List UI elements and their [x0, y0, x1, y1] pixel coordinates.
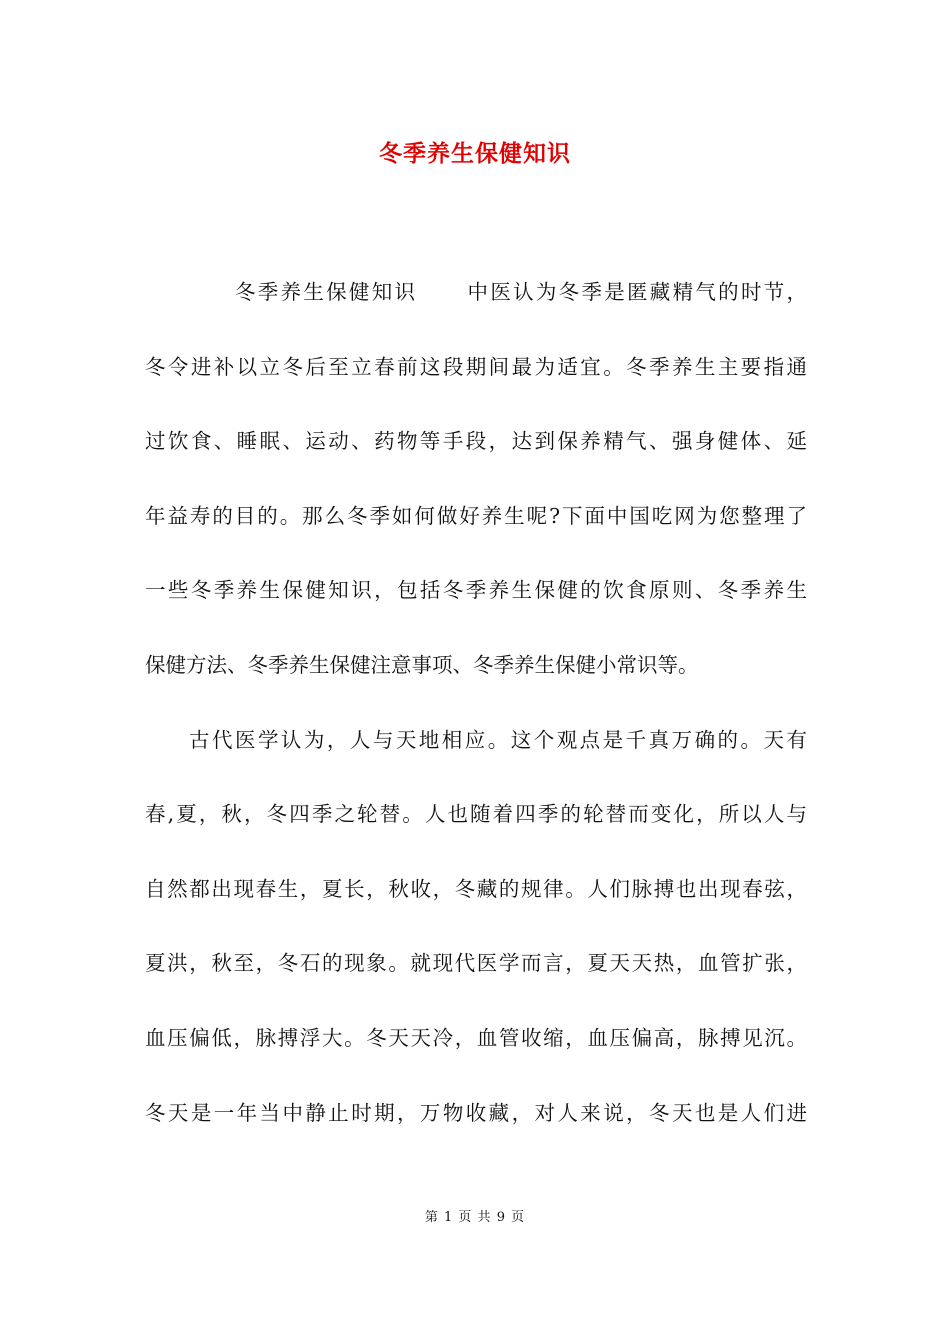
paragraph-line: 保健方法、冬季养生保健注意事项、冬季养生保健小常识等。: [145, 652, 699, 677]
paragraph-line: 血压偏低，脉搏浮大。冬天天冷，血管收缩，血压偏高，脉搏见沉。: [145, 1025, 807, 1050]
intro-heading: 冬季养生保健知识: [235, 280, 418, 304]
paragraph-line: 冬令进补以立冬后至立春前这段期间最为适宜。冬季养生主要指通: [145, 354, 807, 379]
page-number-footer: 第 1 页 共 9 页: [424, 1210, 526, 1225]
line-text: 中医认为冬季是匿藏精气的时节，: [465, 280, 807, 304]
paragraph-line: 冬天是一年当中静止时期，万物收藏，对人来说，冬天也是人们进: [145, 1100, 807, 1125]
paragraph-line: 夏洪，秋至，冬石的现象。就现代医学而言，夏天天热，血管扩张，: [145, 951, 807, 976]
paragraph-line: 一些冬季养生保健知识，包括冬季养生保健的饮食原则、冬季养生: [145, 578, 807, 603]
paragraph-line: 过饮食、睡眠、运动、药物等手段，达到保养精气、强身健体、延: [145, 429, 807, 454]
paragraph-line: 春,夏，秋，冬四季之轮替。人也随着四季的轮替而变化，所以人与: [145, 802, 807, 827]
paragraph-line: 自然都出现春生，夏长，秋收，冬藏的规律。人们脉搏也出现春弦，: [145, 876, 807, 901]
paragraph-line: 年益寿的目的。那么冬季如何做好养生呢?下面中国吃网为您整理了: [145, 503, 807, 528]
document-title: 冬季养生保健知识: [379, 140, 571, 167]
document-body: [145, 270, 807, 1165]
paragraph-line: 古代医学认为，人与天地相应。这个观点是千真万确的。天有: [189, 727, 807, 752]
paragraph-line: [145, 270, 807, 345]
